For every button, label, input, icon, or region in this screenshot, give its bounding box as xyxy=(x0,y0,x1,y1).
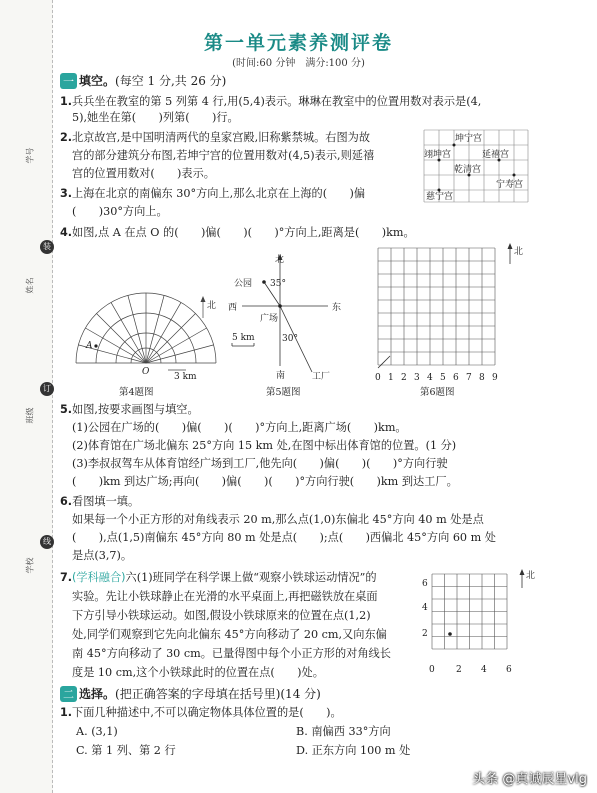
fig5-factory-label: 工厂 xyxy=(312,372,331,380)
mc1-stem xyxy=(60,705,342,720)
mc1-option-c: C. 第 1 列、第 2 行 xyxy=(76,744,176,757)
q7-subject-tag: (学科融合) xyxy=(72,571,126,584)
q5-line-3: (3)李叔叔驾车从体育馆经广场到工厂,他先向( )偏( )( )°方向行驶 xyxy=(72,457,448,470)
fig7-x-tick-0: 0 xyxy=(429,665,435,675)
fig6-x-tick: 6 xyxy=(453,373,459,383)
figure-5-caption: 第5题图 xyxy=(266,387,301,398)
margin-label-student-id: 学号 xyxy=(25,147,35,164)
q5-line-0 xyxy=(60,402,199,417)
fig5-scale: 5 km xyxy=(232,333,255,343)
binding-dot-1: 装 xyxy=(40,240,54,254)
q4-line-1 xyxy=(60,225,415,240)
q5-line-1: (1)公园在广场的( )偏( )( )°方向上,距离广场( )km。 xyxy=(72,421,407,434)
q6-line-0 xyxy=(60,494,139,509)
fig6-x-tick: 8 xyxy=(479,373,485,383)
fig5-angle-30: 30° xyxy=(282,334,298,344)
fig5-west-label: 西 xyxy=(228,303,238,313)
fig7-y-tick-6: 6 xyxy=(422,579,428,589)
fig6-north-label: 北 xyxy=(514,247,524,257)
q3-text-1: 上海在北京的南偏东 30°方向上,那么北京在上海的( )偏 xyxy=(72,187,366,200)
q7-line-4: 处,同学们观察到它先向北偏东 45°方向移动了 20 cm,又向东偏 xyxy=(72,628,387,641)
fig6-x-tick: 4 xyxy=(427,373,433,383)
fig5-north-label: 北 xyxy=(275,255,285,265)
fig6-x-tick: 1 xyxy=(388,373,394,383)
fig6-x-tick: 7 xyxy=(466,373,472,383)
q6-text-0: 看图填一填。 xyxy=(72,495,140,508)
q7-line-5: 南 45°方向移动了 30 cm。已量得图中每个小正方形的对角线长 xyxy=(72,647,391,660)
margin-label-class: 班级 xyxy=(25,407,35,424)
section-1-title: 填空。 xyxy=(79,74,116,88)
fig4-scale: 3 km xyxy=(174,372,197,380)
q1-line-2: 5),她坐在第( )列第( )行。 xyxy=(72,111,239,124)
q1-line-1 xyxy=(60,94,481,109)
q6-line-3: 是点(3,7)。 xyxy=(72,549,133,562)
fig7-x-tick-2: 2 xyxy=(456,665,462,675)
q7-line-3: 下方引导小铁球运动。如图,假设小铁球原来的位置在点(1,2) xyxy=(72,609,371,622)
section-1-badge: 一 xyxy=(60,73,77,89)
section-2-title: 选择。 xyxy=(79,687,116,701)
figure-4-caption: 第4题图 xyxy=(119,387,154,398)
q6-line-2: ( ),点(1,5)南偏东 45°方向 80 m 处是点( );点( )西偏北 45°方向 60 m 处 xyxy=(72,531,496,544)
q1-number: 1. xyxy=(60,95,73,108)
fig6-x-tick: 3 xyxy=(414,373,420,383)
q2-line-1 xyxy=(60,130,370,145)
binding-margin xyxy=(0,0,53,793)
map-label-ningshou: 宁寿宫 xyxy=(496,180,524,190)
q4-number: 4. xyxy=(60,226,73,239)
q5-line-2: (2)体育馆在广场北偏东 25°方向 15 km 处,在图中标出体育馆的位置。(1 分) xyxy=(72,439,457,452)
binding-dot-2: 订 xyxy=(40,382,54,396)
mc1-option-d: D. 正东方向 100 m 处 xyxy=(296,744,411,757)
fig4-point-a: A xyxy=(86,341,93,351)
section-1-note: (每空 1 分,共 26 分) xyxy=(115,74,227,88)
figure-4-semicircle xyxy=(68,290,228,380)
q5-text-0: 如图,按要求画图与填空。 xyxy=(72,403,199,416)
section-2-badge: 二 xyxy=(60,686,77,702)
fig7-y-tick-2: 2 xyxy=(422,629,428,639)
q5-number: 5. xyxy=(60,403,73,416)
section-1-heading xyxy=(60,72,226,89)
fig5-south-label: 南 xyxy=(276,371,286,380)
q3-line-2: ( )30°方向上。 xyxy=(72,205,168,218)
map-label-yikun: 翊坤宫 xyxy=(424,150,452,160)
map-label-yanxi: 延禧宫 xyxy=(482,150,510,160)
figure-6-grid xyxy=(366,240,526,384)
q4-text-1: 如图,点 A 在点 O 的( )偏( )( )°方向上,距离是( )km。 xyxy=(72,226,415,239)
mc1-option-a: A. (3,1) xyxy=(76,725,118,738)
map-label-qianqing: 乾清宫 xyxy=(454,165,482,175)
q3-number: 3. xyxy=(60,187,73,200)
q5-line-4: ( )km 到达广场;再向( )偏( )( )°方向行驶( )km 到达工厂。 xyxy=(72,475,458,488)
fig5-park-label: 公园 xyxy=(234,279,253,289)
fig7-y-tick-4: 4 xyxy=(422,603,428,613)
q6-line-1: 如果每一个小正方形的对角线表示 20 m,那么点(1,0)东偏北 45°方向 40 m 处是点 xyxy=(72,513,484,526)
margin-label-name: 姓名 xyxy=(25,277,35,294)
q7-text-1: 六(1)班同学在科学课上做“观察小铁球运动情况”的 xyxy=(125,571,377,584)
section-2-note: (把正确答案的字母填在括号里)(14 分) xyxy=(115,687,321,701)
fig7-x-tick-6: 6 xyxy=(506,665,512,675)
fig6-x-tick: 9 xyxy=(492,373,498,383)
q2-text-1: 北京故宫,是中国明清两代的皇家宫殿,旧称紫禁城。右图为故 xyxy=(72,131,371,144)
fig5-angle-35: 35° xyxy=(270,279,286,289)
mc1-stem-text: 下面几种描述中,不可以确定物体具体位置的是( )。 xyxy=(72,706,342,719)
palace-map xyxy=(422,128,530,204)
q2-number: 2. xyxy=(60,131,73,144)
figure-5-compass-map xyxy=(224,248,344,380)
fig4-point-o: O xyxy=(142,367,150,377)
fig5-east-label: 东 xyxy=(332,303,342,313)
watermark: 头条 @真诚辰星vlg xyxy=(472,772,587,787)
binding-dot-3: 线 xyxy=(40,535,54,549)
q1-text-1: 兵兵坐在教室的第 5 列第 4 行,用(5,4)表示。琳琳在教室中的位置用数对表示是(4, xyxy=(72,95,482,108)
fig4-north-label: 北 xyxy=(207,301,217,311)
figure-6-caption: 第6题图 xyxy=(420,387,455,398)
q6-number: 6. xyxy=(60,495,73,508)
margin-label-school: 学校 xyxy=(25,557,35,574)
fig7-x-tick-4: 4 xyxy=(481,665,487,675)
page-subtitle: (时间:60 分钟 满分:100 分) xyxy=(232,58,365,69)
section-2-heading xyxy=(60,685,321,702)
q2-line-2: 宫的部分建筑分布图,若坤宁宫的位置用数对(4,5)表示,则延禧 xyxy=(72,149,375,162)
fig5-square-label: 广场 xyxy=(260,314,279,324)
mc1-option-b: B. 南偏西 33°方向 xyxy=(296,725,391,738)
map-label-kunning: 坤宁宫 xyxy=(455,134,483,144)
q2-line-3: 宫的位置用数对( )表示。 xyxy=(72,167,215,180)
map-label-cining: 慈宁宫 xyxy=(426,192,454,202)
fig6-x-tick: 0 xyxy=(375,373,381,383)
page-title: 第一单元素养测评卷 xyxy=(203,32,393,54)
q3-line-1 xyxy=(60,186,365,201)
q7-line-6: 度是 10 cm,这个小铁球此时的位置在点( )处。 xyxy=(72,666,324,679)
fig7-north-label: 北 xyxy=(526,571,536,581)
q7-number: 7. xyxy=(60,571,73,584)
fig6-x-tick: 2 xyxy=(401,373,407,383)
figure-7-grid xyxy=(420,566,540,678)
mc1-number: 1. xyxy=(60,706,73,719)
q7-line-2: 实验。先让小铁球静止在光滑的水平桌面上,再把磁铁放在桌面 xyxy=(72,590,378,603)
fig6-x-tick: 5 xyxy=(440,373,446,383)
q7-line-1 xyxy=(60,570,377,585)
